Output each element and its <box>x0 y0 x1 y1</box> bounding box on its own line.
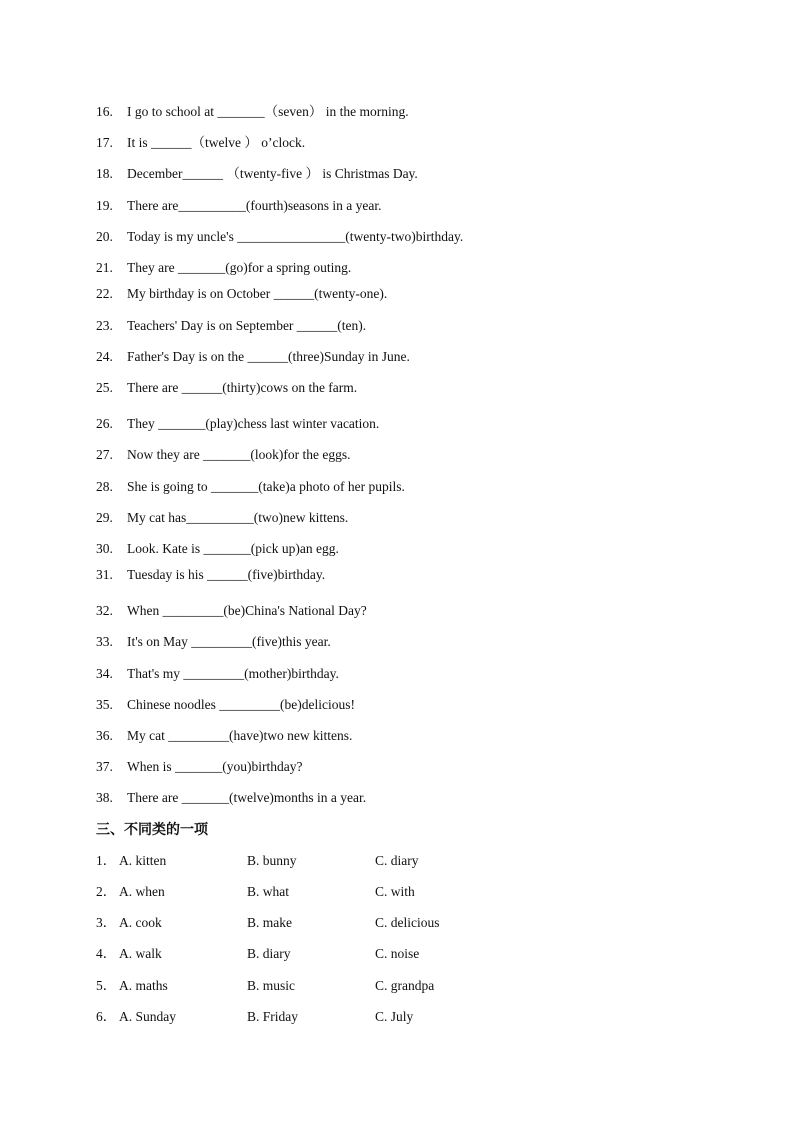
question-32 <box>96 603 367 619</box>
question-text: There are__________(fourth)seasons in a year. <box>127 198 382 213</box>
question-text: Tuesday is his ______(five)birthday. <box>127 567 326 582</box>
question-31 <box>96 567 325 583</box>
choice-number: 5． <box>96 978 117 993</box>
question-17 <box>96 135 305 151</box>
option-b: B. what <box>247 884 289 899</box>
question-number: 33. <box>96 634 113 649</box>
question-18 <box>96 166 418 182</box>
choice-number: 1． <box>96 853 117 868</box>
question-number: 16. <box>96 104 113 119</box>
question-number: 38. <box>96 790 113 805</box>
option-a: A. cook <box>119 915 162 930</box>
question-text: When is _______(you)birthday? <box>127 759 303 774</box>
question-37 <box>96 759 302 775</box>
choice-number: 6． <box>96 1009 117 1024</box>
question-text: It's on May _________(five)this year. <box>127 634 331 649</box>
question-34 <box>96 666 339 682</box>
question-text: It is ______（twelve ） o’clock. <box>127 135 306 150</box>
choice-number: 4． <box>96 946 117 961</box>
question-number: 20. <box>96 229 113 244</box>
question-text: They _______(play)chess last winter vacation. <box>127 416 380 431</box>
question-number: 21. <box>96 260 113 275</box>
question-text: There are _______(twelve)months in a year. <box>127 790 367 805</box>
question-text: There are ______(thirty)cows on the farm. <box>127 380 358 395</box>
question-number: 36. <box>96 728 113 743</box>
question-28 <box>96 479 405 495</box>
option-b: B. make <box>247 915 292 930</box>
question-19 <box>96 198 382 214</box>
question-text: December______ （twenty-five ） is Christmas Day. <box>127 166 418 181</box>
question-text: My birthday is on October ______(twenty-one). <box>127 286 388 301</box>
question-number: 37. <box>96 759 113 774</box>
question-text: Now they are _______(look)for the eggs. <box>127 447 351 462</box>
question-36 <box>96 728 352 744</box>
question-number: 27. <box>96 447 113 462</box>
question-number: 25. <box>96 380 113 395</box>
option-c: C. delicious <box>375 915 440 930</box>
option-a: A. maths <box>119 978 168 993</box>
question-number: 30. <box>96 541 113 556</box>
option-b: B. Friday <box>247 1009 299 1024</box>
question-number: 22. <box>96 286 113 301</box>
question-text: My cat _________(have)two new kittens. <box>127 728 353 743</box>
question-number: 35. <box>96 697 113 712</box>
question-38 <box>96 790 366 806</box>
question-number: 31. <box>96 567 113 582</box>
question-text: My cat has__________(two)new kittens. <box>127 510 349 525</box>
question-25 <box>96 380 357 396</box>
question-20 <box>96 229 463 245</box>
question-24 <box>96 349 410 365</box>
question-35 <box>96 697 355 713</box>
option-b: B. diary <box>247 946 291 961</box>
question-number: 28. <box>96 479 113 494</box>
question-number: 26. <box>96 416 113 431</box>
question-text: Chinese noodles _________(be)delicious! <box>127 697 355 712</box>
question-21 <box>96 260 351 276</box>
question-text: I go to school at _______（seven） in the morning. <box>127 104 409 119</box>
question-number: 34. <box>96 666 113 681</box>
question-text: She is going to _______(take)a photo of her pupils. <box>127 479 405 494</box>
question-number: 23. <box>96 318 113 333</box>
question-text: That's my _________(mother)birthday. <box>127 666 339 681</box>
question-27 <box>96 447 350 463</box>
question-text: Look. Kate is _______(pick up)an egg. <box>127 541 339 556</box>
option-c: C. noise <box>375 946 420 961</box>
option-b: B. bunny <box>247 853 297 868</box>
choice-number: 2． <box>96 884 117 899</box>
question-text: When _________(be)China's National Day? <box>127 603 367 618</box>
question-number: 18. <box>96 166 113 181</box>
option-c: C. July <box>375 1009 414 1024</box>
choice-number: 3． <box>96 915 117 930</box>
question-29 <box>96 510 348 526</box>
question-22 <box>96 286 387 302</box>
question-16 <box>96 104 409 120</box>
question-30 <box>96 541 339 557</box>
question-26 <box>96 416 379 432</box>
option-a: A. when <box>119 884 165 899</box>
option-a: A. walk <box>119 946 162 961</box>
question-23 <box>96 318 366 334</box>
question-number: 29. <box>96 510 113 525</box>
question-text: They are _______(go)for a spring outing. <box>127 260 352 275</box>
option-a: A. kitten <box>119 853 167 868</box>
question-text: Teachers' Day is on September ______(ten). <box>127 318 367 333</box>
question-number: 17. <box>96 135 113 150</box>
question-text: Today is my uncle's ________________(twenty-two)birthday. <box>127 229 464 244</box>
question-33 <box>96 634 331 650</box>
section-heading: 三、不同类的一项 <box>96 822 208 838</box>
option-c: C. grandpa <box>375 978 435 993</box>
option-a: A. Sunday <box>119 1009 176 1024</box>
question-number: 19. <box>96 198 113 213</box>
question-text: Father's Day is on the ______(three)Sunday in June. <box>127 349 410 364</box>
option-b: B. music <box>247 978 296 993</box>
question-number: 24. <box>96 349 113 364</box>
option-c: C. diary <box>375 853 419 868</box>
question-number: 32. <box>96 603 113 618</box>
option-c: C. with <box>375 884 415 899</box>
